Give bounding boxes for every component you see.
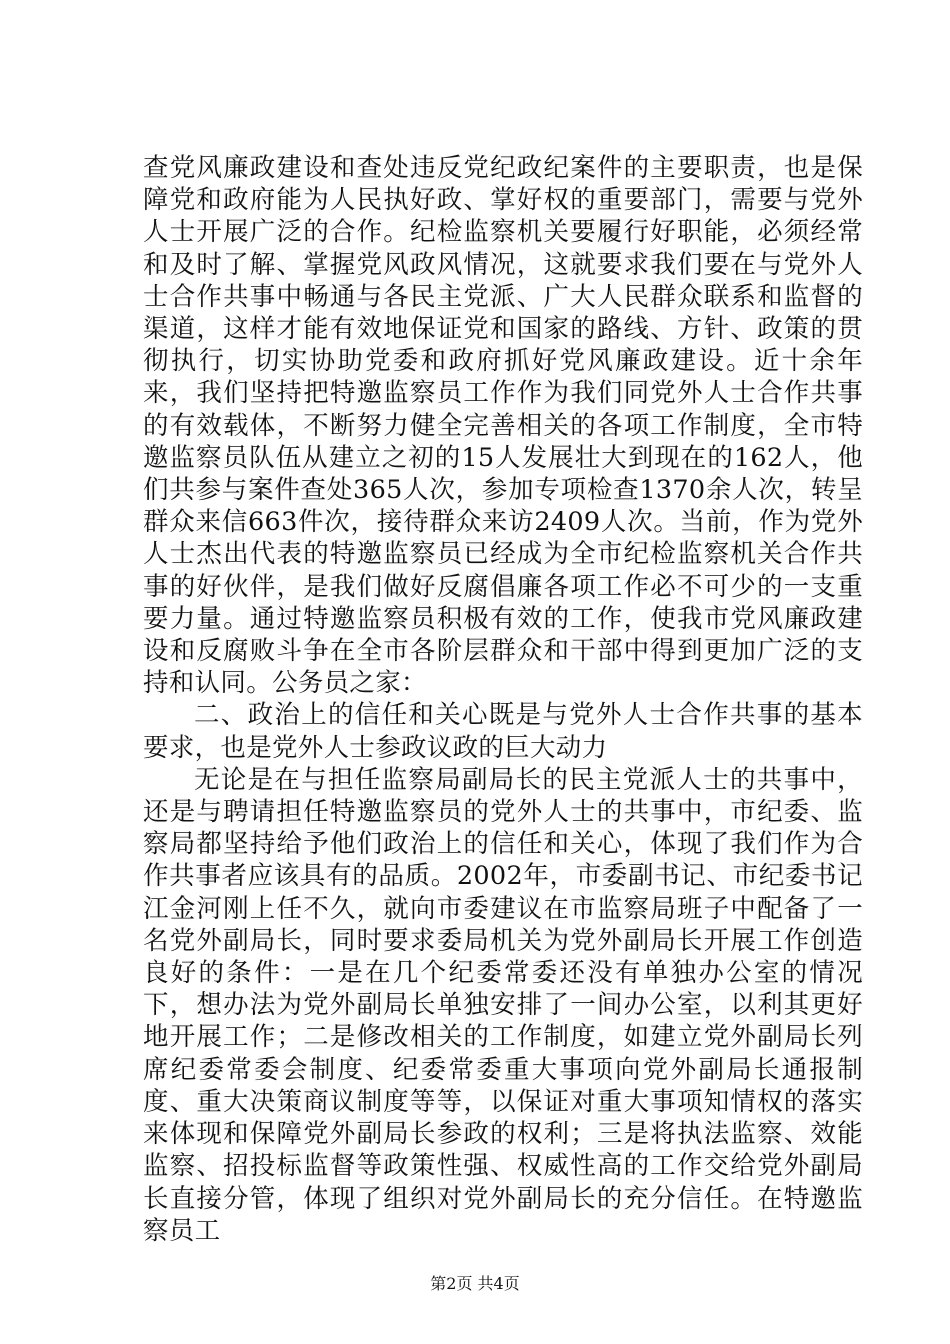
body-paragraph-1: 查党风廉政建设和查处违反党纪政纪案件的主要职责，也是保障党和政府能为人民执好政、掌好权的重要部门，需要与党外人士开展广泛的合作。纪检监察机关要履行好职能，必须经常和及时了解、掌握党风政风情况，这就要求我们要在与党外人士合作共事中畅通与各民主党派、广大人民群众联系和监督的渠道，这样才能有效地保证党和国家的路线、方针、政策的贯彻执行，切实协助党委和政府抓好党风廉政建设。近十余年来，我们坚持把特邀监察员工作作为我们同党外人士合作共事的有效载体，不断努力健全完善相关的各项工作制度，全市特邀监察员队伍从建立之初的15人发展壮大到现在的162人，他们共参与案件查处365人次，参加专项检查1370余人次，转呈群众来信663件次，接待群众来访2409人次。当前，作为党外人士杰出代表的特邀监察员已经成为全市纪检监察机关合作共事的好伙伴，是我们做好反腐倡廉各项工作必不可少的一支重要力量。通过特邀监察员积极有效的工作，使我市党风廉政建设和反腐败斗争在全市各阶层群众和干部中得到更加广泛的支持和认同。公务员之家： — [143, 153, 863, 699]
section-heading-2: 二、政治上的信任和关心既是与党外人士合作共事的基本要求，也是党外人士参政议政的巨大动力 — [143, 700, 863, 763]
body-paragraph-3: 无论是在与担任监察局副局长的民主党派人士的共事中，还是与聘请担任特邀监察员的党外人士的共事中，市纪委、监察局都坚持给予他们政治上的信任和关心，体现了我们作为合作共事者应该具有的品质。2002年，市委副书记、市纪委书记江金河刚上任不久，就向市委建议在市监察局班子中配备了一名党外副局长，同时要求委局机关为党外副局长开展工作创造良好的条件：一是在几个纪委常委还没有单独办公室的情况下，想办法为党外副局长单独安排了一间办公室，以利其更好地开展工作；二是修改相关的工作制度，如建立党外副局长列席纪委常委会制度、纪委常委重大事项向党外副局长通报制度、重大决策商议制度等等，以保证对重大事项知情权的落实来体现和保障党外副局长参政的权利；三是将执法监察、效能监察、招投标监督等政策性强、权威性高的工作交给党外副局长直接分管，体现了组织对党外副局长的充分信任。在特邀监察员工 — [143, 764, 863, 1246]
document-body — [143, 152, 863, 1247]
page-footer: 第2页 共4页 — [430, 1274, 520, 1293]
